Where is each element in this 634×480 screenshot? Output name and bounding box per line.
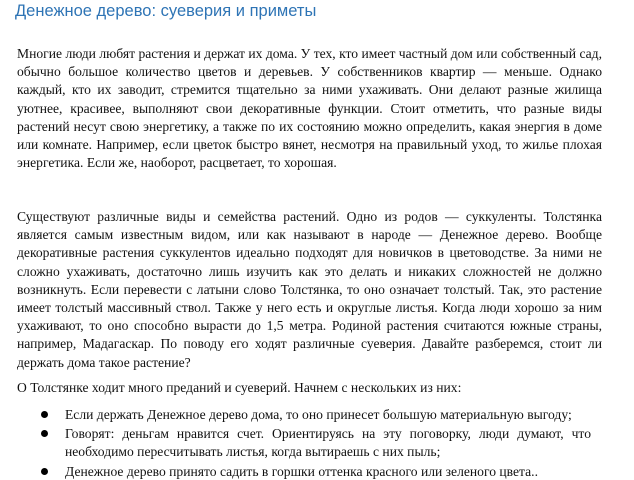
bullet-icon [41,411,48,418]
bullet-icon [41,430,48,437]
paragraph-superstitions-intro: О Толстянке ходит много преданий и суеверий. Начнем с нескольких из них: [17,380,462,395]
list-item-text: Если держать Денежное дерево дома, то оно принесет большую материальную выгоду; [65,407,572,422]
bullet-icon [41,468,48,475]
list-item [0,463,591,480]
paragraph-intro: Многие люди любят растения и держат их дома. У тех, кто имеет частный дом или собственный сад, обычно большое количество цветов и деревьев. У собственников квартир — меньше. Однако каждый, кто их заводит, стремится тщательно за ними ухаживать. Они делают разные жилища уютнее, красивее, выполняют свои декоративные функции. Стоит отметить, что разные виды растений несут свою энергетику, а также по их состоянию можно определить, какая энергия в доме или комнате. Например, если цветок быстро вянет, несмотря на правильный уход, то жилье плохая энергетика. Если же, наоборот, расцветает, то хорошая. [17,46,602,171]
list-item [0,425,591,461]
paragraph-succulents: Существуют различные виды и семейства растений. Одно из родов — суккуленты. Толстянка является самым известным видом, или как называют в народе — Денежное дерево. Вообще декоративные растения суккулентов идеально подходят для новичков в цветоводстве. За ними не сложно ухаживать, достаточно лишь изучить как это делать и никаких сложностей не должно возникнуть. Если перевести с латыни слово Толстянка, то оно означает толстый. Так, это растение имеет толстый массивный ствол. Также у него есть и округлые листья. Когда люди хорошо за ним ухаживают, то оно способно вырасти до 1,5 метра. Родиной растения считаются южные страны, например, Мадагаскар. По поводу его ходят различные суеверия. Давайте разберемся, стоит ли держать дома такое растение? [17,209,602,370]
document-title: Денежное дерево: суеверия и приметы [15,2,317,20]
list-item-text: Говорят: деньгам нравится счет. Ориентируясь на эту поговорку, люди думают, что необходимо пересчитывать листья, когда вытираешь с них пыль; [65,426,591,460]
superstitions-list [0,406,634,480]
list-item-text: Денежное дерево принято садить в горшки оттенка красного или зеленого цвета.. [65,463,538,479]
list-item [0,406,591,424]
